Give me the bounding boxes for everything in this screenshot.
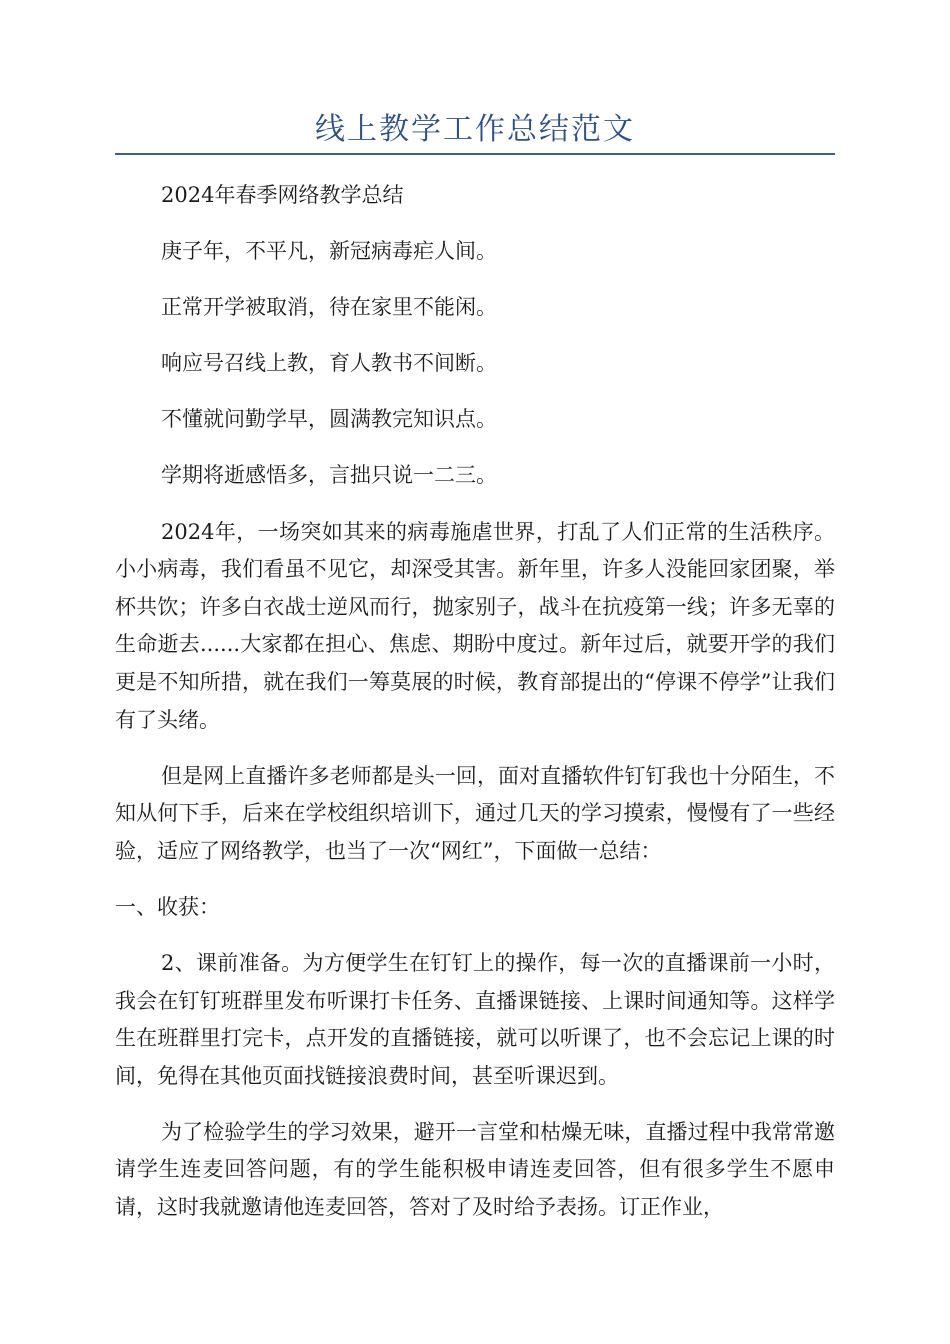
- paragraph-subtitle: 2024年春季网络教学总结: [161, 183, 404, 207]
- paragraph-poem-line-2: 正常开学被取消，待在家里不能闲。: [161, 295, 497, 320]
- paragraph-experience: 但是网上直播许多老师都是头一回，面对直播软件钉钉我也十分陌生，不知从何下手，后来在学校组织培训下，通过几天的学习摸索，慢慢有了一些经验，适应了网络教学，也当了一次“网红”，下面做一总结：: [115, 763, 835, 863]
- paragraph-effect-check: 为了检验学生的学习效果，避开一言堂和枯燥无味，直播过程中我常常邀请学生连麦回答问题，有的学生能积极申请连麦回答，但有很多学生不愿申请，这时我就邀请他连麦回答，答对了及时给予表扬。订正作业，: [115, 1119, 835, 1220]
- document-title: 线上教学工作总结范文: [315, 112, 635, 147]
- paragraph-intro: 2024年，一场突如其来的病毒施虐世界，打乱了人们正常的生活秩序。小小病毒，我们看虽不见它，却深受其害。新年里，许多人没能回家团聚，举杯共饮；许多白衣战士逆风而行，抛家别子，战斗在抗疫第一线；许多无辜的生命逝去......大家都在担心、焦虑、期盼中度过。新年过后，就要开学的我们更是不知所措，就在我们一筹莫展的时候，教育部提出的“停课不停学”让我们有了头绪。: [115, 519, 835, 732]
- paragraph-poem-line-1: 庚子年，不平凡，新冠病毒疟人间。: [161, 239, 497, 264]
- paragraph-poem-line-5: 学期将逝感悟多，言拙只说一二三。: [161, 463, 497, 488]
- paragraph-poem-line-4: 不懂就问勤学早，圆满教完知识点。: [161, 407, 497, 432]
- paragraph-preparation: 2、课前准备。为方便学生在钉钉上的操作，每一次的直播课前一小时，我会在钉钉班群里发布听课打卡任务、直播课链接、上课时间通知等。这样学生在班群里打完卡，点开发的直播链接，就可以听课了，也不会忘记上课的时间，免得在其他页面找链接浪费时间，甚至听课迟到。: [115, 951, 835, 1088]
- document-body: [115, 177, 835, 1245]
- section-heading-gains: 一、收获：: [115, 894, 220, 919]
- paragraph-poem-line-3: 响应号召线上教，育人教书不间断。: [161, 351, 497, 376]
- title-underline: [115, 153, 835, 155]
